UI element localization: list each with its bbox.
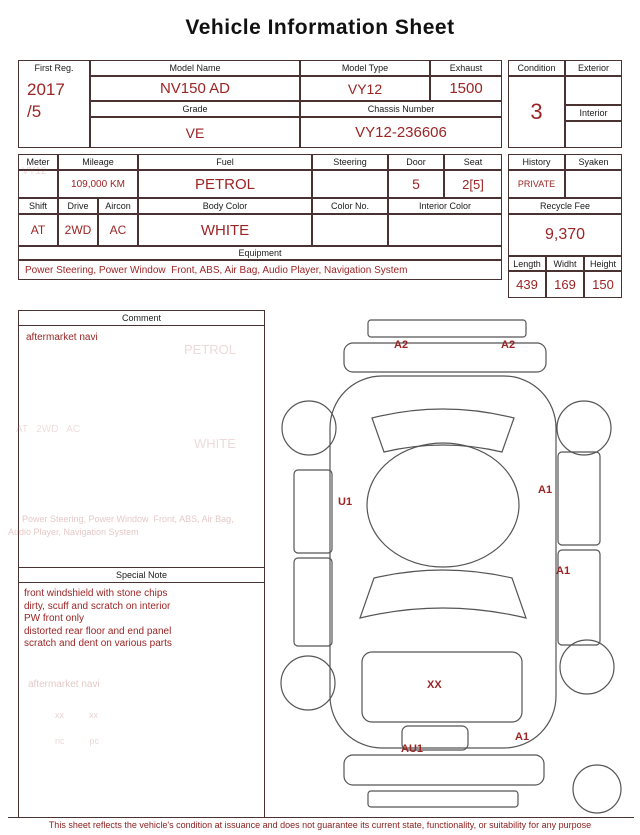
equipment-label: Equipment [18, 246, 502, 260]
spare-wheel [573, 765, 621, 813]
ghost-text: PETROL [184, 342, 237, 357]
ghost-text: Audio Player, Navigation System [8, 527, 139, 537]
first-reg-cell [18, 60, 90, 148]
special-note-header: Special Note [19, 567, 264, 583]
chassis-number-label: Chassis Number [300, 101, 502, 117]
exhaust-label: Exhaust [430, 60, 502, 76]
damage-mark-a1-right-rear: A1 [538, 484, 553, 496]
fuel-label: Fuel [138, 154, 312, 170]
wheel-rear-left [282, 401, 336, 455]
interior-label: Interior [565, 105, 622, 121]
special-note-line: distorted rear floor and end panel [24, 625, 172, 637]
width-value: 169 [546, 271, 584, 298]
ghost-text: WHITE [194, 436, 236, 451]
damage-mark-a1-front-right: A1 [515, 731, 530, 743]
fuel-value: PETROL [138, 170, 312, 198]
condition-value: 3 [508, 76, 565, 148]
seat-value: 2[5] [444, 170, 502, 198]
ghost-text: xx xx [55, 710, 99, 720]
special-note-line: front windshield with stone chips [24, 588, 168, 599]
ghost-text: AT 2WD AC [16, 424, 81, 435]
first-reg-month: /5 [27, 102, 42, 121]
interior-color-label: Interior Color [388, 198, 502, 214]
interior-color-value [388, 214, 502, 246]
condition-label: Condition [508, 60, 565, 76]
aircon-value: AC [98, 214, 138, 246]
body-color-label: Body Color [138, 198, 312, 214]
color-no-value [312, 214, 388, 246]
syaken-value [565, 170, 622, 198]
special-note-line: PW front only [24, 613, 85, 624]
height-value: 150 [584, 271, 622, 298]
shift-value: AT [18, 214, 58, 246]
exterior-label: Exterior [565, 60, 622, 76]
ghost-text: VY12 [22, 166, 47, 177]
comment-text: aftermarket navi [26, 332, 98, 343]
rear-garnish [368, 320, 526, 337]
ghost-text: aftermarket navi [28, 679, 100, 690]
exterior-value [565, 76, 622, 105]
chassis-number-value: VY12-236606 [300, 117, 502, 148]
first-reg-label: First Reg. [34, 63, 74, 73]
rear-bumper [344, 343, 546, 372]
footer-disclaimer: This sheet reflects the vehicle's condition at issuance and does not guarantee its current state, functionality, or suitability for any purpose [48, 820, 592, 830]
front-lower-garnish [368, 791, 518, 807]
page-title: Vehicle Information Sheet [185, 16, 455, 39]
exhaust-value: 1500 [430, 76, 502, 101]
car-diagram-svg [272, 310, 636, 818]
first-reg-year: 2017 [27, 80, 65, 99]
car-damage-diagram [272, 310, 636, 818]
wheel-rear-right [557, 401, 611, 455]
seat-label: Seat [444, 154, 502, 170]
history-label: History [508, 154, 565, 170]
meter-value [18, 170, 58, 198]
damage-mark-u1-left-side: U1 [338, 496, 353, 508]
grade-value: VE [90, 117, 300, 148]
model-type-label: Model Type [300, 60, 430, 76]
drive-value: 2WD [58, 214, 98, 246]
door-value: 5 [388, 170, 444, 198]
footer-divider [8, 817, 634, 818]
rear-window [372, 409, 514, 452]
model-name-value: NV150 AD [90, 76, 300, 101]
front-bumper [344, 755, 544, 785]
wheel-front-right [560, 640, 614, 694]
length-label: Length [508, 256, 546, 271]
left-front-door-panel [294, 558, 332, 646]
grade-label: Grade [90, 101, 300, 117]
length-value: 439 [508, 271, 546, 298]
model-name-label: Model Name [90, 60, 300, 76]
special-note-line: scratch and dent on various parts [24, 638, 172, 649]
damage-mark-xx-hood: XX [427, 679, 442, 691]
syaken-label: Syaken [565, 154, 622, 170]
damage-mark-au1-front-bumper: AU1 [401, 743, 424, 755]
mileage-value: 109,000 KM [58, 170, 138, 198]
color-no-label: Color No. [312, 198, 388, 214]
special-note-text [24, 588, 260, 651]
door-label: Door [388, 154, 444, 170]
steering-label: Steering [312, 154, 388, 170]
width-label: Widht [546, 256, 584, 271]
damage-mark-a2-rear-right: A2 [501, 339, 516, 351]
history-value: PRIVATE [508, 170, 565, 198]
special-note-line: dirty, scuff and scratch on interior [24, 600, 171, 612]
steering-value [312, 170, 388, 198]
meter-label: Meter [18, 154, 58, 170]
wheel-front-left [281, 656, 335, 710]
drive-label: Drive [58, 198, 98, 214]
shift-label: Shift [18, 198, 58, 214]
left-rear-door-panel [294, 470, 332, 553]
damage-mark-a1-right-front: A1 [556, 565, 571, 577]
model-type-value: VY12 [300, 76, 430, 101]
equipment-value: Power Steering, Power Window Front, ABS, Air Bag, Audio Player, Navigation System [18, 260, 502, 280]
interior-value [565, 121, 622, 148]
height-label: Height [584, 256, 622, 271]
mileage-label: Mileage [58, 154, 138, 170]
body-color-value: WHITE [138, 214, 312, 246]
roof [367, 443, 519, 567]
hood [362, 652, 522, 722]
aircon-label: Aircon [98, 198, 138, 214]
damage-mark-a2-rear-left: A2 [394, 339, 409, 351]
ghost-text: nc pc [55, 736, 100, 746]
right-rear-door-panel [558, 452, 600, 545]
comment-header: Comment [19, 311, 264, 326]
recycle-fee-value: 9,370 [508, 214, 622, 256]
ghost-text: Power Steering, Power Window Front, ABS, Air Bag, [22, 514, 234, 524]
recycle-fee-label: Recycle Fee [508, 198, 622, 214]
front-windshield [360, 570, 526, 618]
comment-box [18, 310, 265, 818]
